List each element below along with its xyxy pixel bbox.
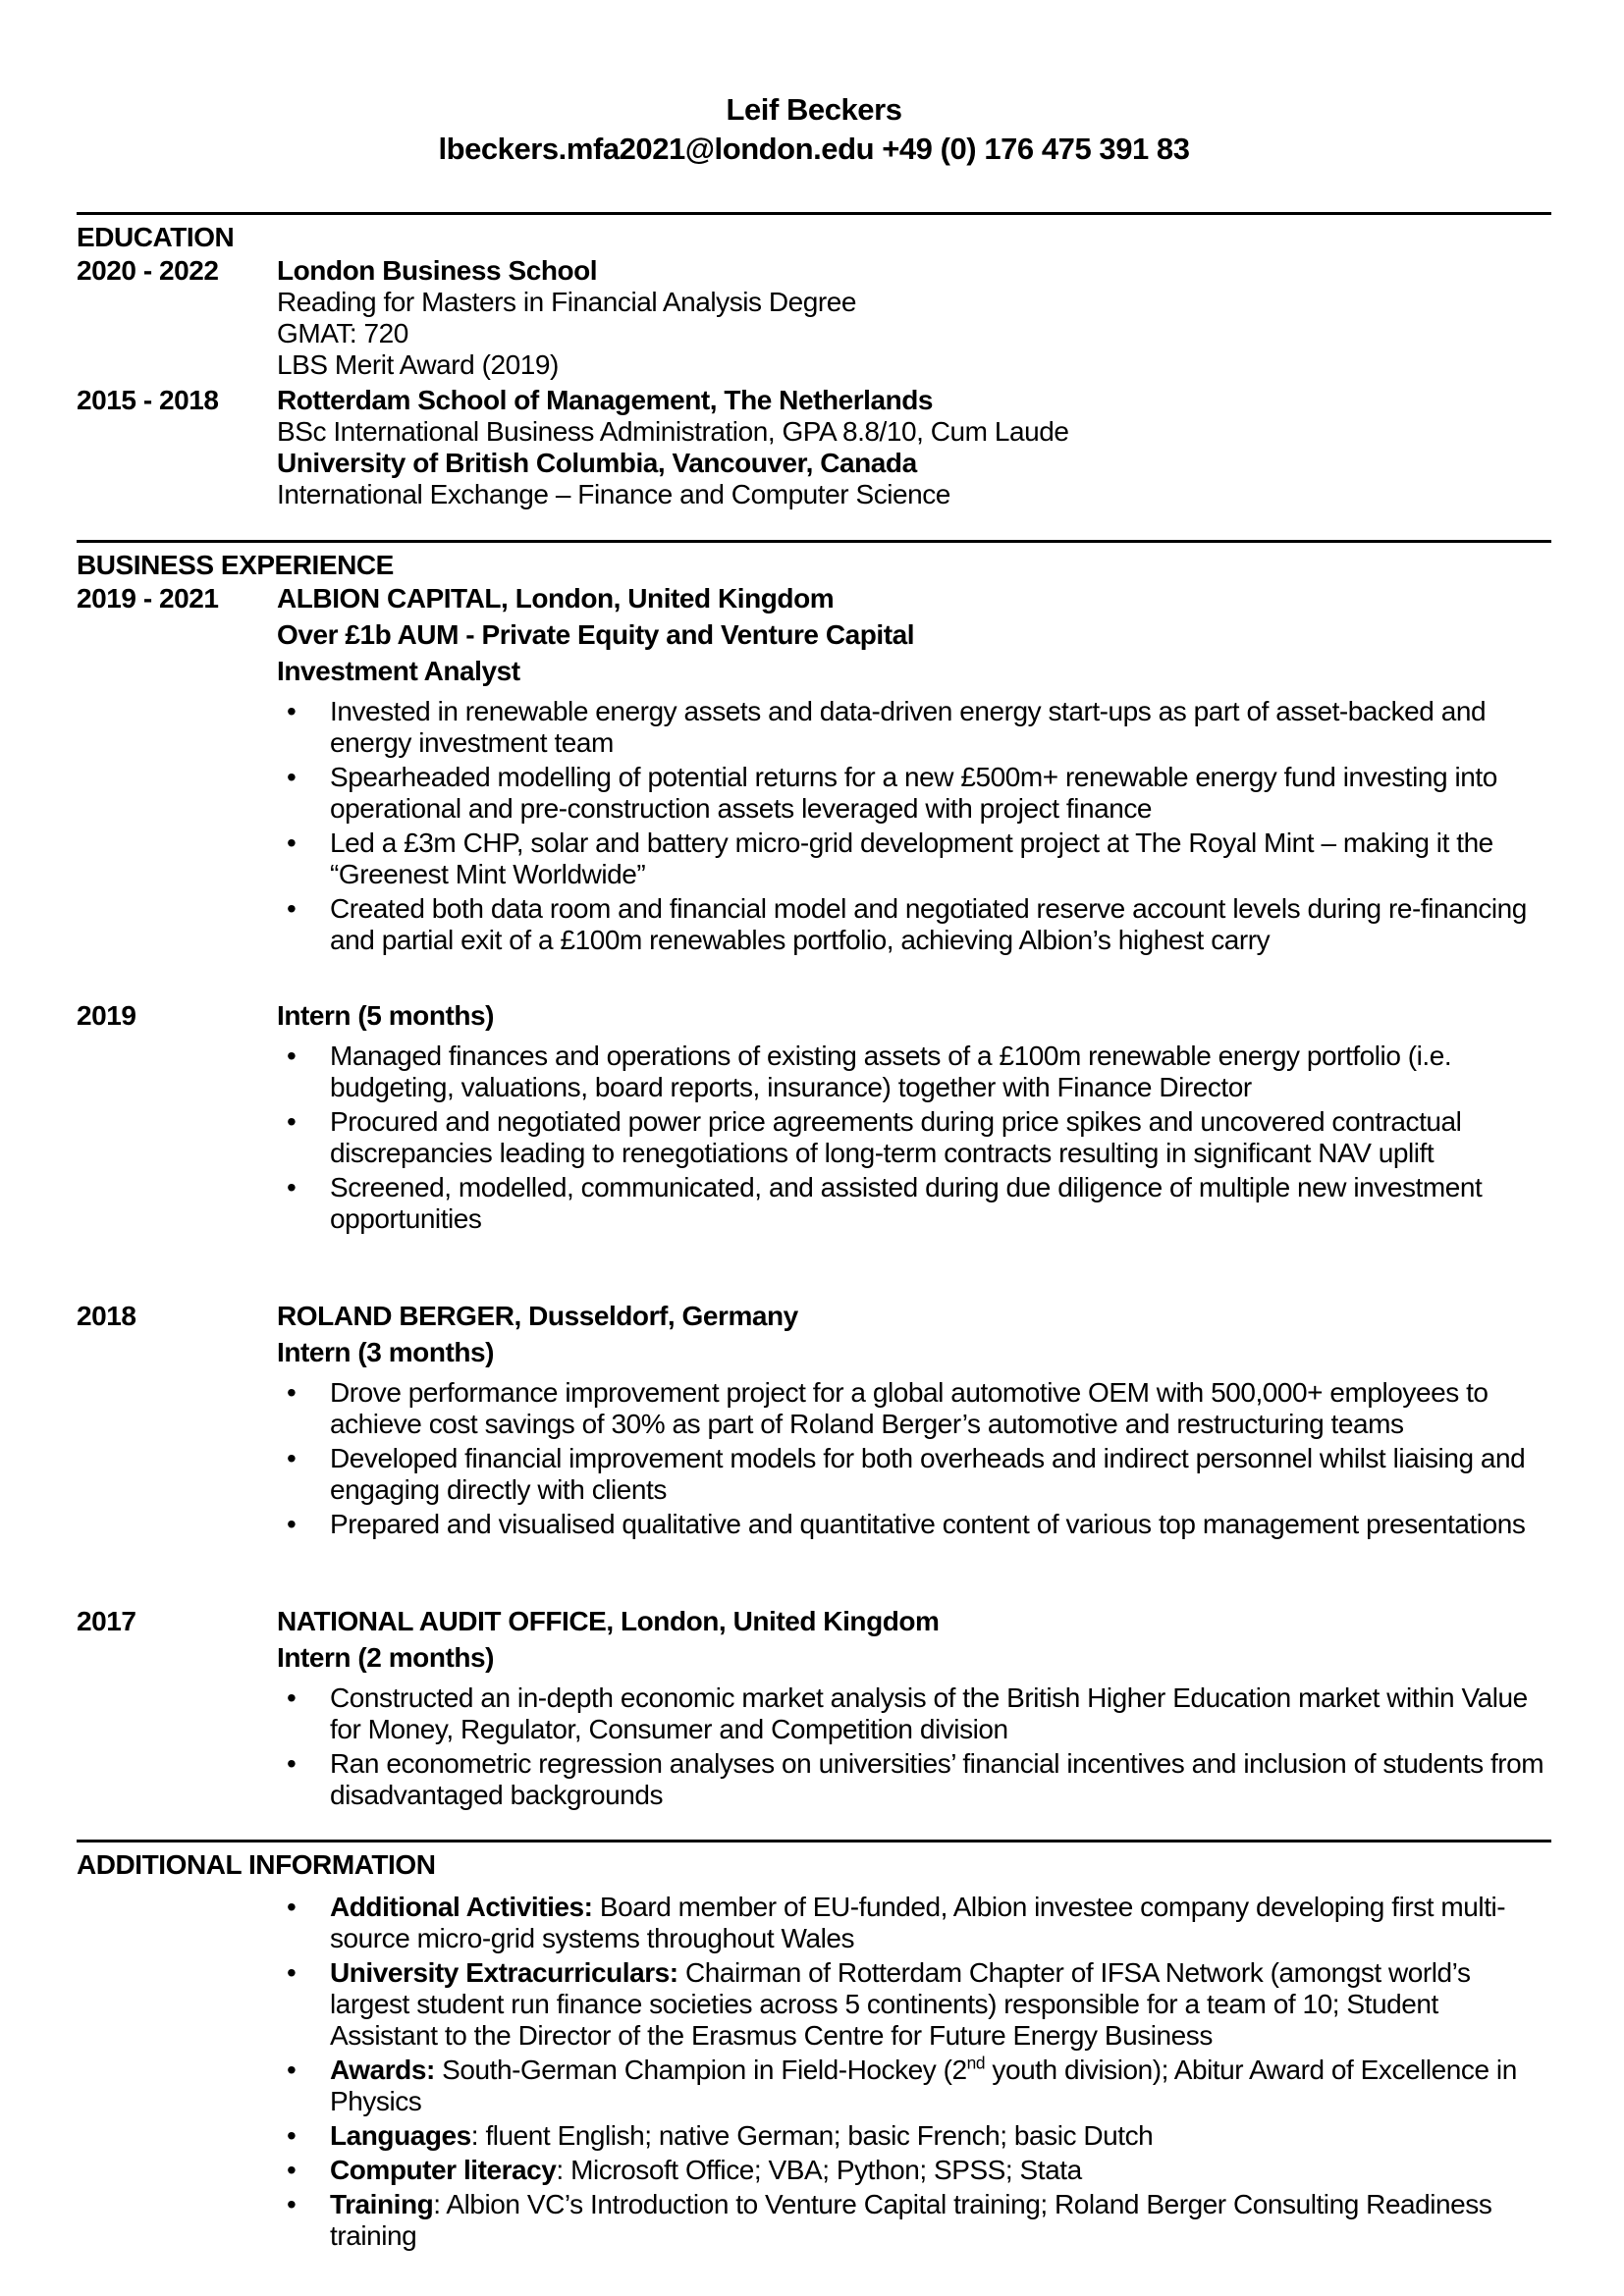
bullet-item-training: • Training: Albion VC’s Introduction to Venture Capital training; Roland Berger Consulting Readiness training: [330, 2189, 1551, 2252]
bullet-item: • Led a £3m CHP, solar and battery micro-grid development project at The Royal Mint – making it the “Greenest Mint Worldwide”: [330, 828, 1551, 890]
ordinal-superscript: nd: [966, 2053, 986, 2073]
experience-role: Intern (3 months): [277, 1337, 495, 1367]
education-detail: International Exchange – Finance and Computer Science: [277, 479, 950, 509]
candidate-name: Leif Beckers: [726, 92, 902, 127]
experience-period: 2017: [77, 1606, 136, 1636]
bullet-item: • Procured and negotiated power price agreements during price spikes and uncovered contractual discrepancies leading to renegotiations of long-term contracts resulting in significant NAV uplift: [330, 1106, 1551, 1169]
bullet-item: • Screened, modelled, communicated, and assisted during due diligence of multiple new investment opportunities: [330, 1172, 1551, 1235]
education-detail: LBS Merit Award (2019): [277, 349, 559, 380]
experience-company-detail: Over £1b AUM - Private Equity and Venture Capital: [277, 619, 915, 650]
section-title-experience: BUSINESS EXPERIENCE: [77, 550, 394, 580]
experience-role: Intern (5 months): [277, 1000, 495, 1031]
experience-period: 2019 - 2021: [77, 583, 219, 614]
experience-period: 2019: [77, 1000, 136, 1031]
experience-section: [77, 543, 1551, 1840]
bullet-item: • Constructed an in-depth economic market analysis of the British Higher Education market within Value for Money, Regulator, Consumer and Competition division: [330, 1682, 1551, 1745]
experience-role: Investment Analyst: [277, 656, 520, 686]
education-detail: Reading for Masters in Financial Analysis Degree: [277, 287, 857, 317]
experience-period: 2018: [77, 1301, 136, 1331]
bullet-item-university-extracurriculars: • University Extracurriculars: Chairman of Rotterdam Chapter of IFSA Network (amongst world’s largest student run finance societies across 5 continents) responsible for a team of 10; Student Assistant to the Director of the Erasmus Centre for Future Energy Business: [330, 1957, 1551, 2052]
additional-period-spacer: [77, 1883, 277, 2255]
experience-entry-albion-intern: [77, 1000, 1551, 1238]
bullet-item-additional-activities: • Additional Activities: Board member of EU-funded, Albion investee company developing first multi-source micro-grid systems throughout Wales: [330, 1892, 1551, 1954]
additional-section: [77, 1842, 1551, 2280]
experience-bullet-list: [277, 1682, 1551, 1811]
experience-company: ROLAND BERGER, Dusseldorf, Germany: [277, 1301, 798, 1331]
experience-role: Intern (2 months): [277, 1642, 495, 1673]
education-detail: BSc International Business Administration, GPA 8.8/10, Cum Laude: [277, 416, 1069, 447]
resume-header: [77, 90, 1551, 169]
contact-line: lbeckers.mfa2021@london.edu +49 (0) 176 475 391 83: [438, 132, 1190, 166]
bullet-item: • Invested in renewable energy assets and data-driven energy start-ups as part of asset-backed and energy investment team: [330, 696, 1551, 759]
experience-entry-nao: [77, 1606, 1551, 1814]
education-entry-lbs: [77, 255, 1551, 381]
education-institution: Rotterdam School of Management, The Netherlands: [277, 385, 934, 415]
bullet-item: • Ran econometric regression analyses on universities’ financial incentives and inclusion of students from disadvantaged backgrounds: [330, 1748, 1551, 1811]
additional-bullet-list: [277, 1892, 1551, 2252]
bullet-item: • Developed financial improvement models for both overheads and indirect personnel whilst liaising and engaging directly with clients: [330, 1443, 1551, 1506]
experience-company: ALBION CAPITAL, London, United Kingdom: [277, 583, 835, 614]
experience-bullet-list: [277, 1377, 1551, 1540]
education-institution: London Business School: [277, 255, 598, 286]
education-period: 2020 - 2022: [77, 255, 219, 286]
education-section: [77, 215, 1551, 540]
education-institution: University of British Columbia, Vancouver, Canada: [277, 448, 917, 478]
bullet-item: • Created both data room and financial model and negotiated reserve account levels during re-financing and partial exit of a £100m renewables portfolio, achieving Albion’s highest carry: [330, 893, 1551, 956]
education-entry-rsm: [77, 385, 1551, 510]
education-detail: GMAT: 720: [277, 318, 408, 348]
experience-entry-roland-berger: [77, 1301, 1551, 1543]
bullet-item-computer-literacy: • Computer literacy: Microsoft Office; VBA; Python; SPSS; Stata: [330, 2155, 1551, 2186]
bullet-item: • Drove performance improvement project for a global automotive OEM with 500,000+ employees to achieve cost savings of 30% as part of Roland Berger’s automotive and restructuring teams: [330, 1377, 1551, 1440]
bullet-item-languages: • Languages: fluent English; native German; basic French; basic Dutch: [330, 2120, 1551, 2152]
experience-company: NATIONAL AUDIT OFFICE, London, United Kingdom: [277, 1606, 940, 1636]
education-period: 2015 - 2018: [77, 385, 219, 415]
section-title-education: EDUCATION: [77, 222, 235, 252]
bullet-item: • Prepared and visualised qualitative and quantitative content of various top management presentations: [330, 1509, 1551, 1540]
bullet-item: • Spearheaded modelling of potential returns for a new £500m+ renewable energy fund investing into operational and pre-construction assets leveraged with project finance: [330, 762, 1551, 825]
section-title-additional: ADDITIONAL INFORMATION: [77, 1849, 436, 1880]
bullet-item-awards: • Awards: South-German Champion in Field-Hockey (2nd youth division); Abitur Award of Excellence in Physics: [330, 2055, 1551, 2117]
experience-bullet-list: [277, 696, 1551, 956]
experience-entry-albion: [77, 583, 1551, 959]
experience-bullet-list: [277, 1041, 1551, 1235]
bullet-item: • Managed finances and operations of existing assets of a £100m renewable energy portfolio (i.e. budgeting, valuations, board reports, insurance) together with Finance Director: [330, 1041, 1551, 1103]
